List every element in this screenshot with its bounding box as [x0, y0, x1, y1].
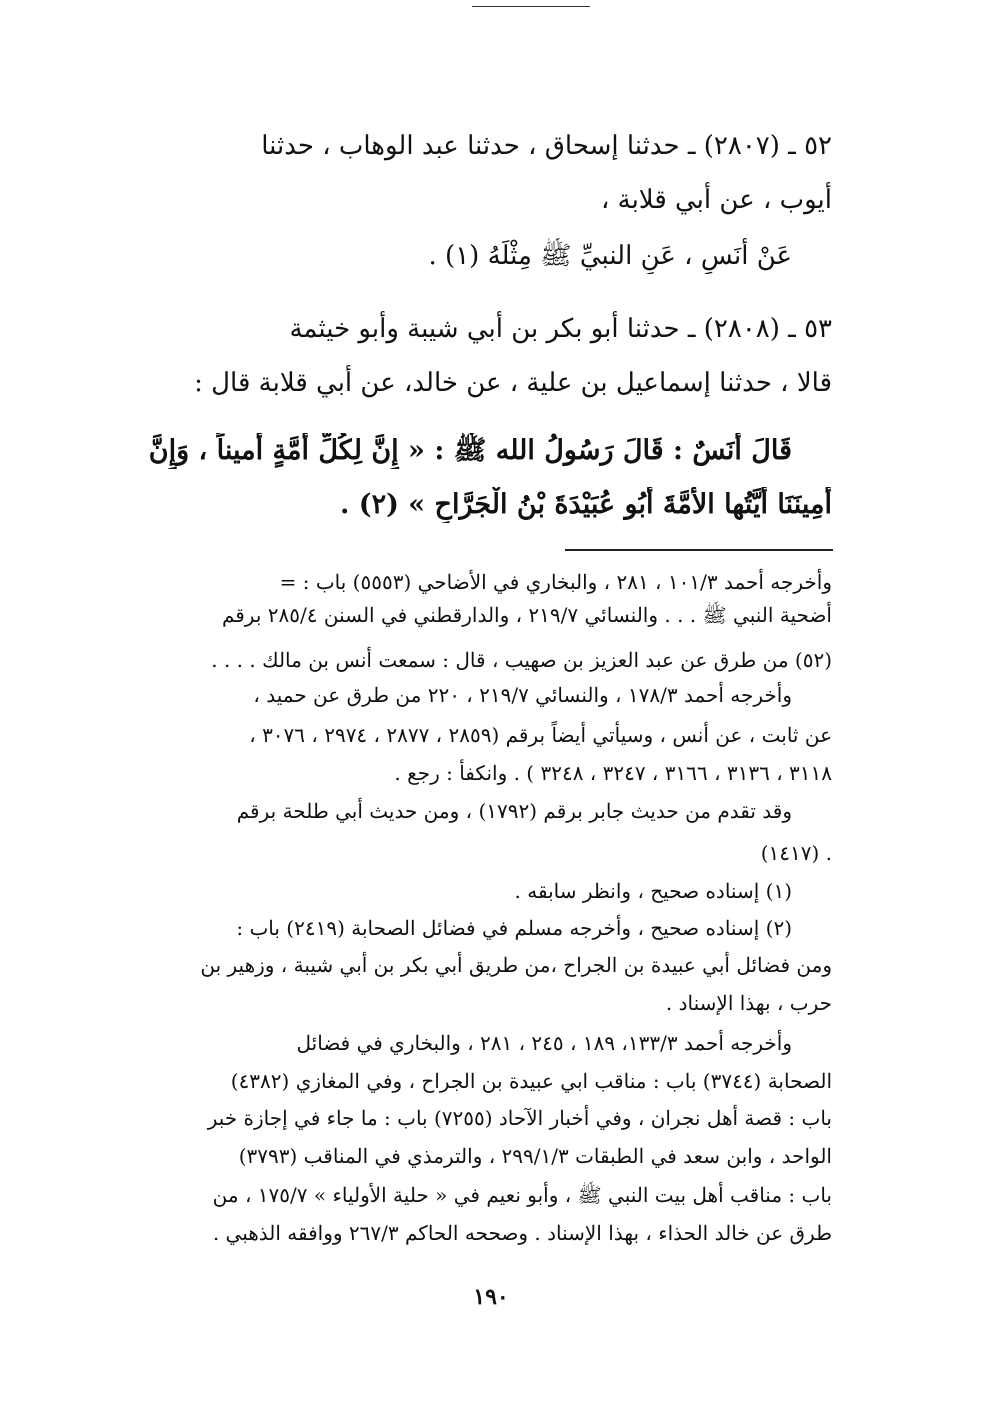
- footnote-line: الصحابة (٣٧٤٤) باب : مناقب ابي عبيدة بن الجراح ، وفي المغازي (٤٣٨٢): [230, 1069, 832, 1093]
- page-number: ١٩٠: [473, 1284, 509, 1310]
- footnote-line: (٥٢) من طرق عن عبد العزيز بن صهيب ، قال : سمعت أنس بن مالك . . . .: [211, 648, 832, 672]
- footnote-2: (٢) إسناده صحيح ، وأخرجه مسلم في فضائل الصحابة (٢٤١٩) باب :: [236, 916, 792, 940]
- footnote-line: أضحية النبي ﷺ . . . والنسائي ٢١٩/٧ ، والدارقطني في السنن ٢٨٥/٤ برقم: [221, 603, 832, 627]
- top-rule: [472, 6, 590, 7]
- footnote-line: عن ثابت ، عن أنس ، وسيأتي أيضاً برقم (٢٨٥٩ ، ٢٨٧٧ ، ٢٩٧٤ ، ٣٠٧٦ ،: [249, 723, 832, 747]
- hadith-53-line-3: قَالَ أَنَسٌ : قَالَ رَسُولُ الله ﷺ : « إِنَّ لِكُلِّ أُمَّةٍ أَميناً ، وَإِنَّ: [148, 435, 792, 466]
- footnote-line: طرق عن خالد الحذاء ، بهذا الإسناد . وصححه الحاكم ٢٦٧/٣ ووافقه الذهبي .: [212, 1221, 832, 1245]
- footnote-line: وأخرجه أحمد ١٧٨/٣ ، والنسائي ٢١٩/٧ ، ٢٢٠ من طرق عن حميد ،: [253, 683, 792, 707]
- hadith-53-line-4: أَمِينَنَا أَيَّتُها الأَمَّةَ أَبُو عُبَيْدَةَ بْنُ الْجَرَّاحِ » (٢) .: [340, 489, 832, 520]
- footnote-1: (١) إسناده صحيح ، وانظر سابقه .: [514, 879, 792, 903]
- footnote-line: الواحد ، وابن سعد في الطبقات ٢٩٩/١/٣ ، والترمذي في المناقب (٣٧٩٣): [238, 1144, 832, 1168]
- footnote-line-text: وأخرجه أحمد ١٠١/٣ ، ٢٨١ ، والبخاري في الأضاحي (٥٥٥٣) باب :: [302, 570, 832, 594]
- footnote-line: حرب ، بهذا الإسناد .: [665, 991, 832, 1015]
- hadith-52-line-2: أيوب ، عن أبي قلابة ،: [600, 185, 832, 215]
- footnote-line: (١٤١٧) .: [760, 841, 832, 865]
- footnote-separator: [565, 549, 833, 551]
- footnote-line: ومن فضائل أبي عبيدة بن الجراح ،من طريق أبي بكر بن أبي شيبة ، وزهير بن: [200, 953, 832, 977]
- footnote-line: وأخرجه أحمد ١٣٣/٣، ١٨٩ ، ٢٤٥ ، ٢٨١ ، والبخاري في فضائل: [296, 1031, 792, 1055]
- footnote-line: وقد تقدم من حديث جابر برقم (١٧٩٢) ، ومن حديث أبي طلحة برقم: [236, 799, 792, 823]
- hadith-53-line-1: ٥٣ ـ (٢٨٠٨) ـ حدثنا أبو بكر بن أبي شيبة وأبو خيثمة: [289, 314, 832, 344]
- hadith-52-line-3: عَنْ أَنَسٍ ، عَنِ النبيِّ ﷺ مِثْلَهُ (١) .: [428, 241, 792, 271]
- continuation-mark: =: [279, 570, 297, 594]
- hadith-52-line-1: ٥٢ ـ (٢٨٠٧) ـ حدثنا إسحاق ، حدثنا عبد الوهاب ، حدثنا: [261, 131, 832, 161]
- footnote-line: ٣١١٨ ، ٣١٣٦ ، ٣١٦٦ ، ٣٢٤٧ ، ٣٢٤٨ ) . وانكفأ : رجع .: [394, 761, 832, 785]
- footnote-line: باب : مناقب أهل بيت النبي ﷺ ، وأبو نعيم في « حلية الأولياء » ١٧٥/٧ ، من: [212, 1183, 832, 1207]
- footnote-line: باب : قصة أهل نجران ، وفي أخبار الآحاد (٧٢٥٥) باب : ما جاء في إجازة خبر: [207, 1106, 832, 1130]
- hadith-53-line-2: قالا ، حدثنا إسماعيل بن علية ، عن خالد، عن أبي قلابة قال :: [194, 368, 832, 398]
- footnote-line: [138, 567, 832, 597]
